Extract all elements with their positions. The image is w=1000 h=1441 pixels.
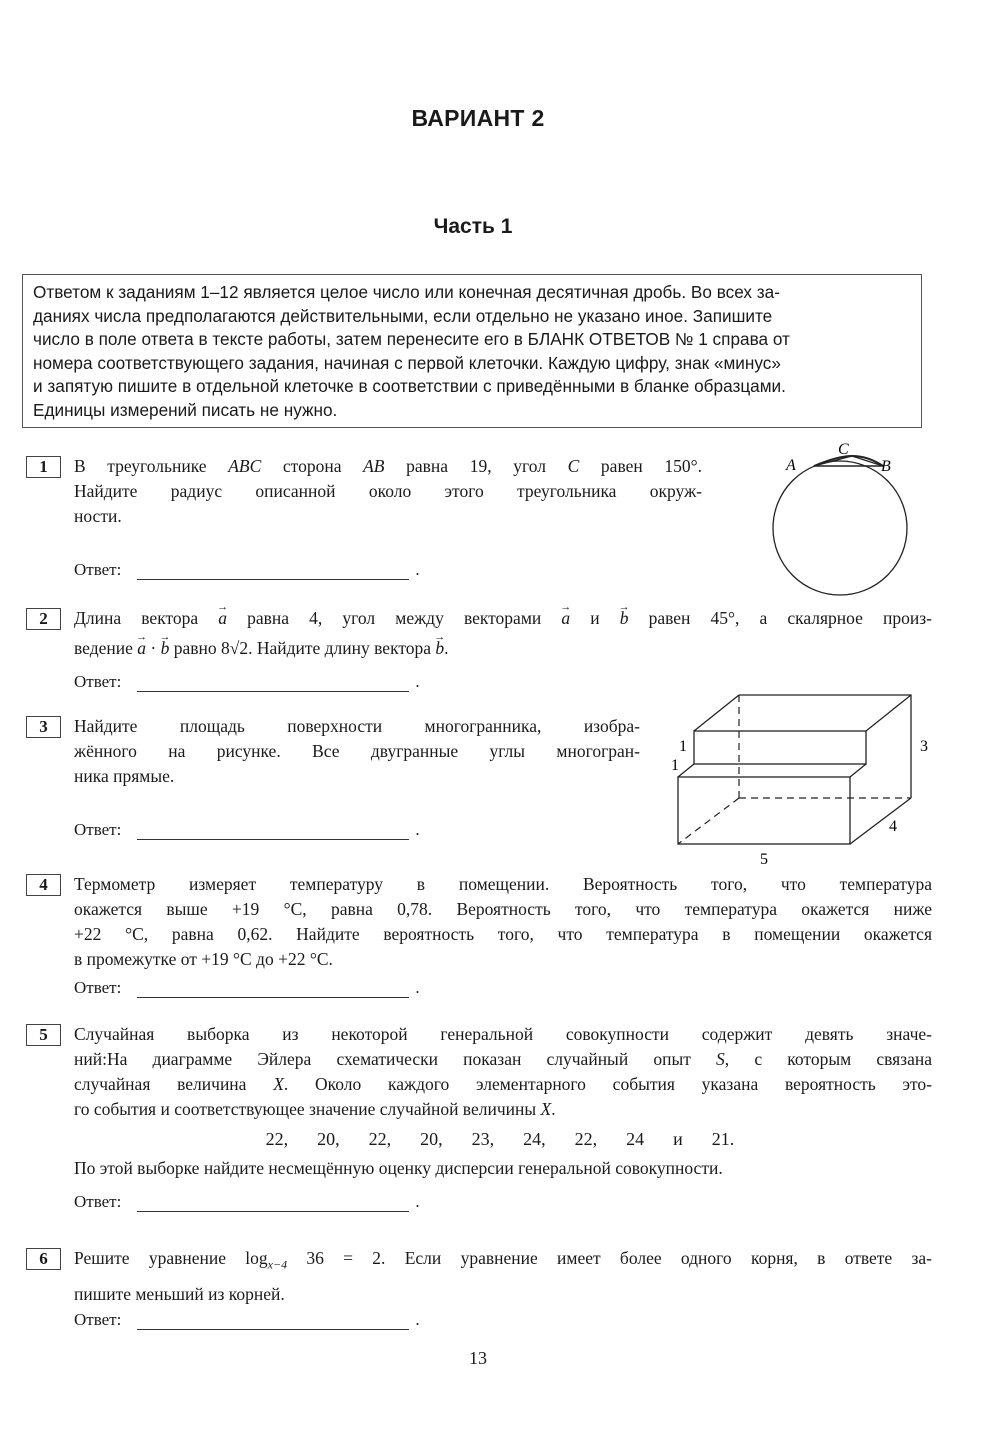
answer-label: Ответ: xyxy=(74,1310,122,1329)
answer-label: Ответ: xyxy=(74,1192,122,1211)
task-text-line: ника прямые. xyxy=(74,766,175,786)
task-number-box: 2 xyxy=(26,608,61,630)
instructions-line: номера соответствующего задания, начиная с первой клеточки. Каждую цифру, знак «минус» xyxy=(33,352,781,373)
task-text-line: Случайная выборка из некоторой генеральной совокупности содержит девять значе- xyxy=(74,1024,932,1044)
part-title: Часть 1 xyxy=(433,215,513,238)
circle-triangle-figure xyxy=(768,438,918,598)
instructions-line: даниях числа предполагаются действительными, если отдельно не указано иное. Запишите xyxy=(33,305,773,326)
answer-dot: . xyxy=(415,1310,420,1329)
task-text-line: ведение → a · → b равно 8√2. Найдите длину вектора → b. xyxy=(74,636,932,661)
answer-input[interactable] xyxy=(137,981,409,998)
task-text-line: случайная величина X. Около каждого элементарного события указана вероятность это- xyxy=(74,1074,932,1094)
task-text xyxy=(74,872,932,972)
label-b: B xyxy=(881,458,891,475)
variant-title: ВАРИАНТ 2 xyxy=(411,105,545,131)
sample-values: 22, 20, 22, 20, 23, 24, 22, 24 и 21. xyxy=(265,1129,735,1149)
answer-input[interactable] xyxy=(137,1313,409,1330)
task-text-line: Решите уравнение $\log_{x-4} 36 = 2$. Если уравнение имеет более одного корня, в ответе за- xyxy=(74,1248,932,1272)
answer-label: Ответ: xyxy=(74,560,122,579)
label-c: C xyxy=(838,441,849,458)
task-number-box: 5 xyxy=(26,1024,61,1046)
task-text-line: +22 °C, равна 0,62. Найдите вероятность того, что температура в помещении окажется xyxy=(74,924,932,944)
task-text-line: ности. xyxy=(74,506,122,526)
task-text-line: жённого на рисунке. Все двугранные углы многогран- xyxy=(74,741,640,761)
instructions-line: Единицы измерений писать не нужно. xyxy=(33,399,338,420)
answer-row xyxy=(74,1310,420,1330)
answer-dot: . xyxy=(415,1192,420,1211)
label-a: A xyxy=(786,457,796,474)
page-number: 13 xyxy=(469,1348,487,1368)
instructions-line: и запятую пишите в отдельной клеточке в соответствии с приведёнными в бланке образцами. xyxy=(33,376,786,397)
task-text-line: в промежутке от +19 °C до +22 °C. xyxy=(74,949,333,969)
task-text-line: го события и соответствующее значение случайной величины X. xyxy=(74,1099,556,1119)
task-text xyxy=(74,714,640,789)
answer-row xyxy=(74,672,420,692)
answer-row xyxy=(74,1192,420,1212)
answer-dot: . xyxy=(415,978,420,997)
answer-label: Ответ: xyxy=(74,672,122,691)
task-text-line: пишите меньший из корней. xyxy=(74,1283,285,1304)
answer-input[interactable] xyxy=(137,675,409,692)
answer-dot: . xyxy=(415,672,420,691)
task-text-line: В треугольнике ABC сторона AB равна 19, угол C равен 150°. xyxy=(74,456,702,476)
task-text xyxy=(74,454,702,529)
answer-dot: . xyxy=(415,820,420,839)
task-text xyxy=(74,606,932,661)
answer-dot: . xyxy=(415,560,420,579)
answer-input[interactable] xyxy=(137,1195,409,1212)
task-text xyxy=(74,1022,932,1122)
task-text-line: Найдите площадь поверхности многогранника, изобра- xyxy=(74,716,640,736)
label-width: 5 xyxy=(760,851,768,868)
answer-input[interactable] xyxy=(137,563,409,580)
task-number-box: 6 xyxy=(26,1248,61,1270)
label-depth: 4 xyxy=(889,818,897,835)
answer-label: Ответ: xyxy=(74,978,122,997)
label-height: 3 xyxy=(920,738,928,755)
task-text-line: Найдите радиус описанной около этого треугольника окруж- xyxy=(74,481,702,501)
answer-row xyxy=(74,820,420,840)
label-step-bottom: 1 xyxy=(671,757,679,774)
answer-label: Ответ: xyxy=(74,820,122,839)
task-text-line: ний:На диаграмме Эйлера схематически показан случайный опыт S, с которым связана xyxy=(74,1049,932,1069)
answer-row xyxy=(74,560,420,580)
label-step-top: 1 xyxy=(679,738,687,755)
instructions-box xyxy=(22,274,922,428)
answer-input[interactable] xyxy=(137,823,409,840)
task-number-box: 1 xyxy=(26,456,61,478)
task-text-line: Длина вектора → a равна 4, угол между векторами → a и → b равен 45°, а скалярное произ- xyxy=(74,606,932,631)
instructions-line: число в поле ответа в тексте работы, затем перенесите его в БЛАНК ОТВЕТОВ № 1 справа от xyxy=(33,329,790,350)
task-text xyxy=(74,1246,932,1307)
task-number-box: 4 xyxy=(26,874,61,896)
task-text-line: Термометр измеряет температуру в помещении. Вероятность того, что температура xyxy=(74,874,932,894)
answer-row xyxy=(74,978,420,998)
instructions-line: Ответом к заданиям 1–12 является целое число или конечная десятичная дробь. Во всех за- xyxy=(33,282,780,302)
task-5-question: По этой выборке найдите несмещённую оценку дисперсии генеральной совокупности. xyxy=(74,1158,723,1178)
task-text-line: окажется выше +19 °C, равна 0,78. Вероятность того, что температура окажется ниже xyxy=(74,899,932,919)
task-number-box: 3 xyxy=(26,716,61,738)
polyhedron-figure xyxy=(650,680,950,870)
